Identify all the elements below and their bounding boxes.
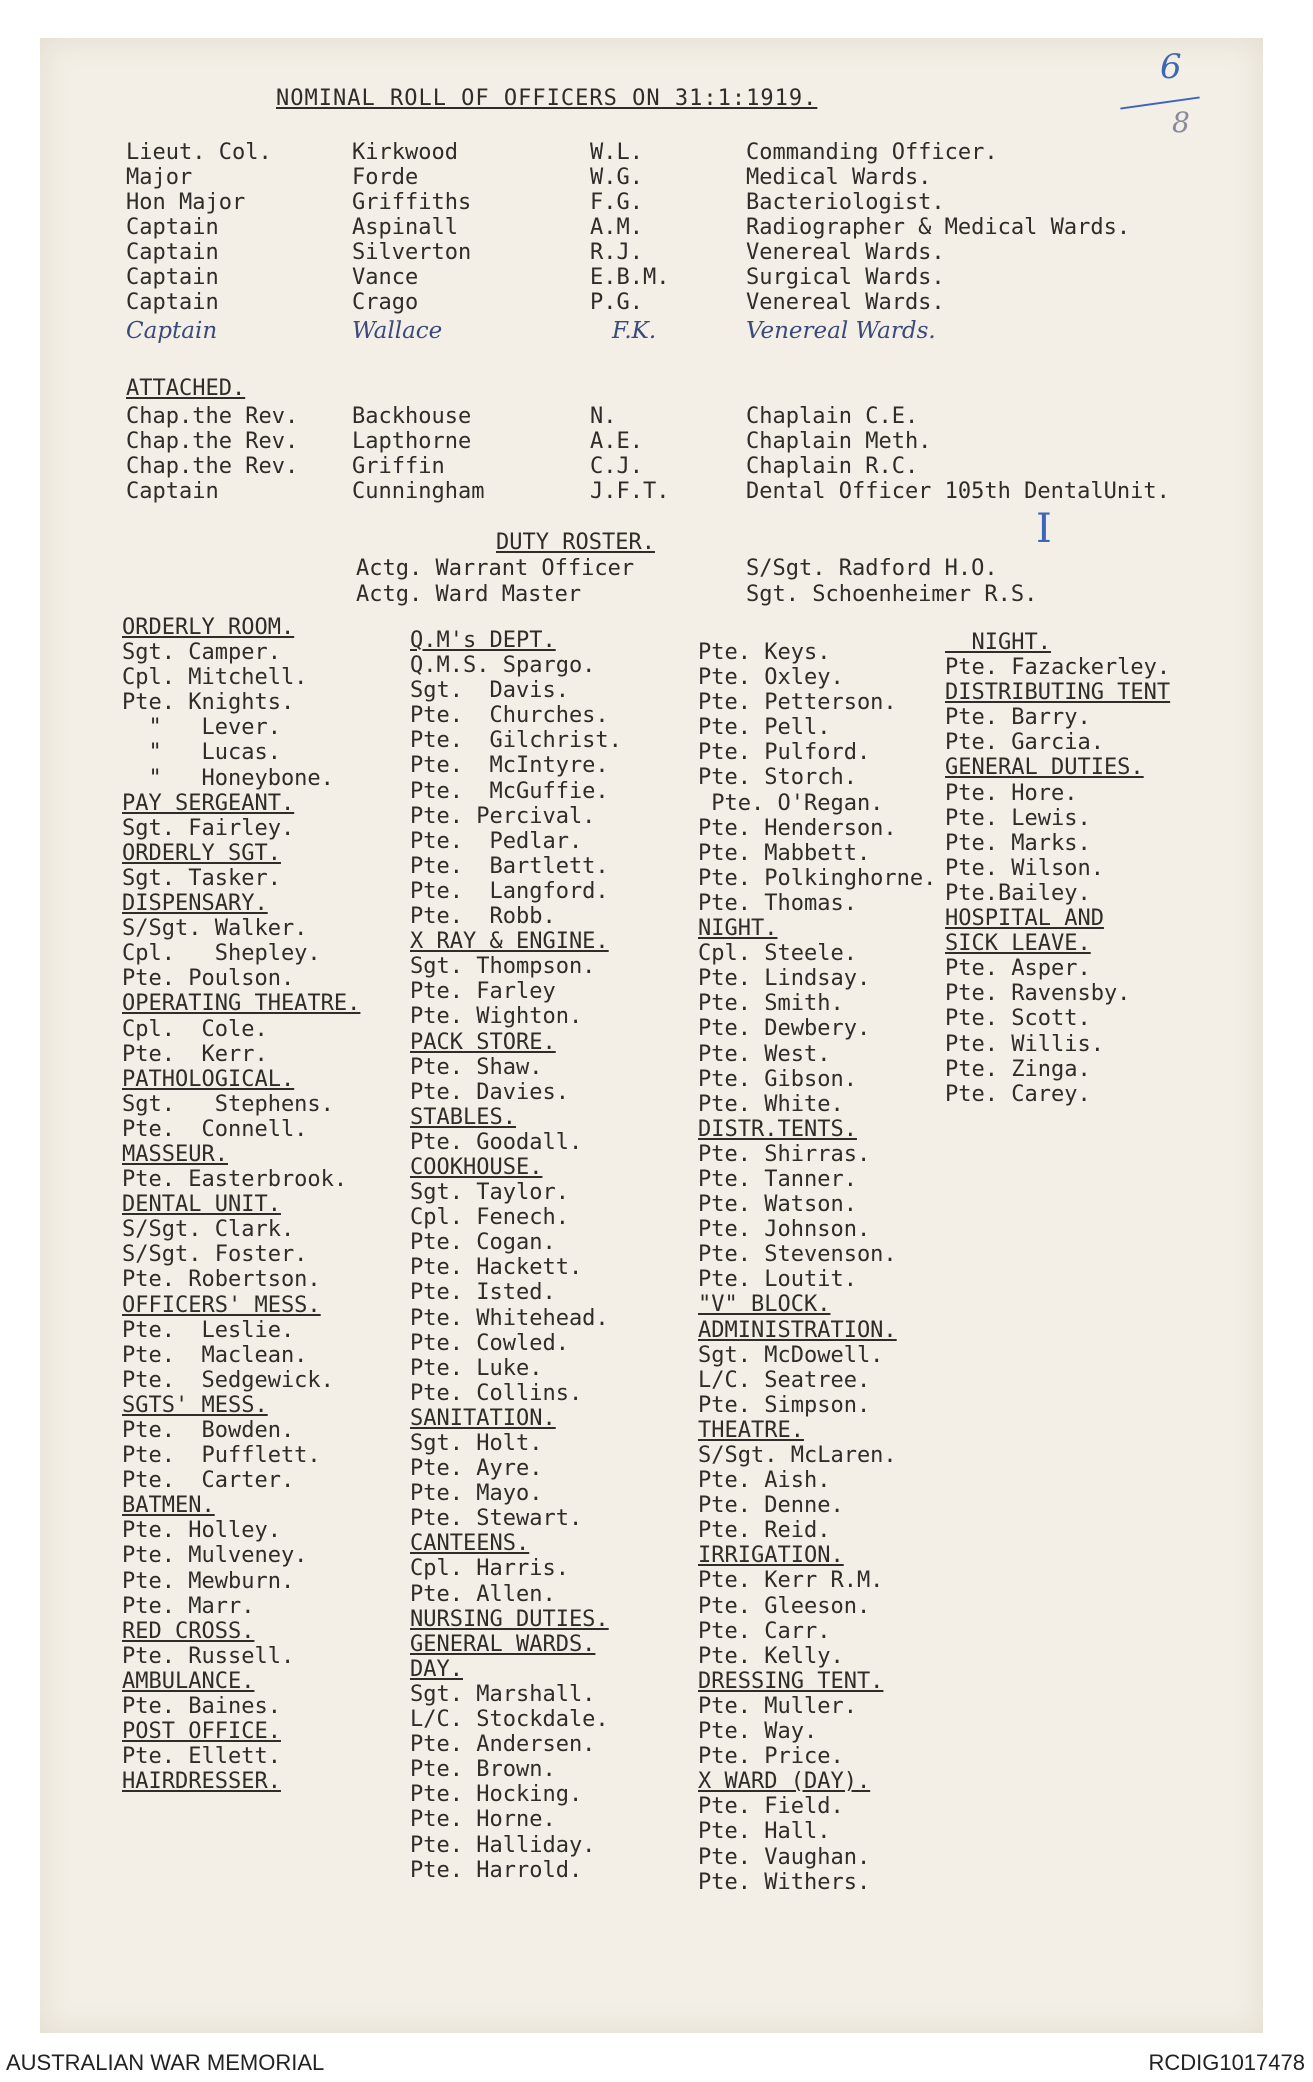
personnel-entry: Pte. Bartlett.: [410, 853, 609, 879]
personnel-entry: Pte. Way.: [698, 1719, 818, 1745]
personnel-entry: Pte. Knights.: [122, 690, 295, 716]
personnel-entry: Pte. Gleeson.: [698, 1593, 871, 1619]
attached-name: Griffin: [352, 454, 445, 479]
personnel-entry: Pte. Price.: [698, 1744, 844, 1770]
personnel-entry: Pte. Barry.: [945, 705, 1091, 731]
personnel-entry: L/C. Stockdale.: [410, 1707, 609, 1733]
personnel-entry: Pte. Percival.: [410, 803, 596, 829]
personnel-entry: Pte. Baines.: [122, 1694, 281, 1720]
officer-role: Venereal Wards.: [746, 290, 945, 315]
attached-role: Dental Officer 105th DentalUnit.: [746, 479, 1170, 504]
personnel-entry: Pte. Hackett.: [410, 1255, 583, 1281]
attached-initials: A.E.: [590, 429, 643, 454]
personnel-entry: Pte. Cogan.: [410, 1230, 556, 1256]
personnel-entry: Pte. Gibson.: [698, 1066, 857, 1092]
page-title: NOMINAL ROLL OF OFFICERS ON 31:1:1919.: [276, 86, 818, 111]
personnel-entry: Q.M.S. Spargo.: [410, 653, 596, 679]
personnel-entry: Pte. Keys.: [698, 640, 831, 665]
personnel-entry: Pte. Marr.: [122, 1593, 255, 1619]
personnel-entry: Pte. Robb.: [410, 904, 556, 930]
officer-name: Crago: [352, 290, 419, 315]
handwritten-name: Wallace: [352, 318, 443, 344]
personnel-entry: Pte. Gilchrist.: [410, 728, 622, 754]
personnel-entry: Pte. Ayre.: [410, 1456, 543, 1482]
personnel-entry: Pte. Kerr.: [122, 1041, 268, 1067]
section-heading: DAY.: [410, 1656, 463, 1682]
personnel-entry: Pte. Robertson.: [122, 1267, 321, 1293]
personnel-entry: Pte. Sedgewick.: [122, 1367, 334, 1393]
section-heading: ORDERLY SGT.: [122, 840, 281, 866]
personnel-entry: Pte. Zinga.: [945, 1056, 1091, 1082]
attached-heading: ATTACHED.: [126, 376, 246, 401]
personnel-entry: Pte. Churches.: [410, 703, 609, 729]
personnel-entry: Pte. Luke.: [410, 1355, 543, 1381]
personnel-entry: Pte. Carr.: [698, 1618, 831, 1644]
attached-role: Chaplain Meth.: [746, 429, 932, 454]
officer-name: Griffiths: [352, 190, 472, 215]
section-heading: HAIRDRESSER.: [122, 1769, 281, 1795]
personnel-entry: Pte. Carter.: [122, 1468, 295, 1494]
personnel-entry: Pte. Horne.: [410, 1807, 556, 1833]
personnel-entry: Pte. Lewis.: [945, 805, 1091, 831]
section-heading: DISTR.TENTS.: [698, 1116, 857, 1142]
personnel-entry: Pte. McIntyre.: [410, 753, 609, 779]
personnel-entry: Pte. Smith.: [698, 991, 844, 1017]
attached-role: Chaplain C.E.: [746, 404, 919, 429]
attached-initials: N.: [590, 404, 617, 429]
section-heading: CANTEENS.: [410, 1531, 530, 1557]
personnel-entry: Pte. Davies.: [410, 1079, 569, 1105]
section-heading: HOSPITAL AND: [945, 906, 1104, 932]
personnel-entry: Pte. Easterbrook.: [122, 1167, 348, 1193]
personnel-entry: Pte. Andersen.: [410, 1732, 596, 1758]
personnel-entry: Sgt. Taylor.: [410, 1180, 569, 1206]
personnel-entry: Pte. Henderson.: [698, 815, 897, 841]
handwritten-rank: Captain: [126, 318, 218, 344]
personnel-entry: Pte. Storch.: [698, 765, 857, 791]
section-heading: PATHOLOGICAL.: [122, 1066, 295, 1092]
section-heading: DISPENSARY.: [122, 891, 268, 917]
personnel-entry: L/C. Seatree.: [698, 1367, 871, 1393]
officer-initials: R.J.: [590, 240, 643, 265]
personnel-entry: Pte. Petterson.: [698, 690, 897, 716]
personnel-entry: Pte. O'Regan.: [698, 790, 884, 816]
personnel-entry: Sgt. Holt.: [410, 1431, 543, 1456]
personnel-entry: Pte. Mewburn.: [122, 1568, 295, 1594]
personnel-entry: Cpl. Harris.: [410, 1556, 569, 1582]
officer-name: Silverton: [352, 240, 472, 265]
personnel-entry: Sgt. Marshall.: [410, 1681, 596, 1707]
officer-initials: A.M.: [590, 215, 643, 240]
footer-institution: AUSTRALIAN WAR MEMORIAL: [6, 2050, 325, 2075]
officer-rank: Captain: [126, 240, 219, 265]
personnel-entry: Pte. Thomas.: [698, 890, 857, 916]
personnel-entry: Sgt. Fairley.: [122, 815, 295, 841]
personnel-entry: Pte. Russell.: [122, 1643, 295, 1669]
document-sheet: [40, 38, 1263, 2033]
officer-rank: Captain: [126, 290, 219, 315]
section-heading: SANITATION.: [410, 1405, 556, 1431]
personnel-entry: Pte. Marks.: [945, 830, 1091, 856]
section-heading: SGTS' MESS.: [122, 1392, 268, 1418]
handwritten-initials: F.K.: [612, 318, 657, 344]
personnel-entry: Pte. Mayo.: [410, 1481, 543, 1507]
personnel-entry: Pte.Bailey.: [945, 880, 1091, 906]
personnel-entry: Pte. Brown.: [410, 1757, 556, 1783]
personnel-entry: Pte. Kelly.: [698, 1643, 844, 1669]
personnel-entry: Pte. Loutit.: [698, 1267, 857, 1293]
personnel-entry: Pte. Pulford.: [698, 740, 871, 766]
personnel-entry: Pte. Reid.: [698, 1518, 831, 1544]
attached-name: Cunningham: [352, 479, 485, 504]
personnel-entry: Pte. Stevenson.: [698, 1242, 897, 1268]
attached-initials: J.F.T.: [590, 479, 670, 504]
personnel-entry: Pte. Farley: [410, 979, 556, 1005]
personnel-entry: Pte. Wilson.: [945, 855, 1104, 881]
attached-rank: Chap.the Rev.: [126, 429, 299, 454]
attached-role: Chaplain R.C.: [746, 454, 919, 479]
officer-rank: Major: [126, 165, 193, 190]
personnel-entry: Cpl. Fenech.: [410, 1205, 569, 1231]
personnel-entry: Pte. Cowled.: [410, 1330, 569, 1356]
personnel-entry: Pte. Dewbery.: [698, 1016, 871, 1042]
personnel-entry: Pte. Wighton.: [410, 1004, 583, 1030]
personnel-entry: Cpl. Mitchell.: [122, 665, 308, 691]
personnel-entry: Pte. Fazackerley.: [945, 655, 1171, 681]
officer-rank: Captain: [126, 215, 219, 240]
section-heading: "V" BLOCK.: [698, 1292, 831, 1318]
personnel-entry: " Lucas.: [122, 740, 281, 766]
attached-rank: Captain: [126, 479, 219, 504]
personnel-entry: Pte. Kerr R.M.: [698, 1568, 884, 1594]
personnel-entry: Pte. Shirras.: [698, 1141, 871, 1167]
attached-initials: C.J.: [590, 454, 643, 479]
personnel-entry: Cpl. Shepley.: [122, 941, 321, 967]
section-heading: IRRIGATION.: [698, 1543, 844, 1569]
section-heading: AMBULANCE.: [122, 1668, 255, 1694]
personnel-entry: Pte. Withers.: [698, 1869, 871, 1895]
section-heading: NURSING DUTIES.: [410, 1606, 609, 1632]
personnel-entry: Sgt. Camper.: [122, 640, 281, 666]
personnel-entry: Pte. Aish.: [698, 1468, 831, 1494]
section-heading: MASSEUR.: [122, 1141, 228, 1167]
officer-rank: Captain: [126, 265, 219, 290]
personnel-entry: Pte. Oxley.: [698, 665, 844, 691]
duty-roster-heading: DUTY ROSTER.: [496, 530, 655, 555]
section-heading: STABLES.: [410, 1104, 516, 1130]
roster-column-4: [945, 630, 1170, 1107]
personnel-entry: Sgt. McDowell.: [698, 1342, 884, 1368]
officer-name: Aspinall: [352, 215, 458, 240]
personnel-entry: Pte. Field.: [698, 1794, 844, 1820]
personnel-entry: Pte. Maclean.: [122, 1342, 308, 1368]
officer-name: Forde: [352, 165, 419, 190]
personnel-entry: Pte. Bowden.: [122, 1418, 295, 1443]
personnel-entry: Pte. Ellett.: [122, 1744, 281, 1770]
section-heading: SICK LEAVE.: [945, 931, 1091, 957]
section-heading: BATMEN.: [122, 1493, 215, 1519]
personnel-entry: Pte. Goodall.: [410, 1129, 583, 1155]
personnel-entry: Pte. Poulson.: [122, 966, 295, 992]
section-heading: X WARD (DAY).: [698, 1769, 871, 1795]
personnel-entry: Pte. Hall.: [698, 1819, 831, 1845]
roster-line2-left: Actg. Ward Master: [356, 582, 582, 607]
personnel-entry: Pte. Pedlar.: [410, 828, 583, 854]
personnel-entry: Pte. Leslie.: [122, 1317, 295, 1343]
blue-roman-mark: I: [1036, 506, 1052, 552]
folio-number: 6: [1160, 47, 1182, 87]
attached-rank: Chap.the Rev.: [126, 454, 299, 479]
section-heading: DENTAL UNIT.: [122, 1192, 281, 1218]
personnel-entry: Cpl. Steele.: [698, 941, 857, 967]
roster-line1-left: Actg. Warrant Officer: [356, 556, 635, 581]
section-heading: GENERAL WARDS.: [410, 1631, 596, 1657]
personnel-entry: Pte. Allen.: [410, 1581, 556, 1607]
personnel-entry: Pte. Hore.: [945, 780, 1078, 806]
officer-rank: Lieut. Col.: [126, 140, 272, 165]
section-heading: RED CROSS.: [122, 1618, 255, 1644]
officer-name: Vance: [352, 265, 419, 290]
personnel-entry: Pte. White.: [698, 1091, 844, 1117]
officer-initials: P.G.: [590, 290, 643, 315]
roster-column-3: [698, 640, 936, 1895]
attached-name: Lapthorne: [352, 429, 472, 454]
personnel-entry: Pte. Holley.: [122, 1518, 281, 1544]
personnel-entry: Pte. Muller.: [698, 1693, 857, 1719]
roster-line2-right: Sgt. Schoenheimer R.S.: [746, 582, 1038, 607]
personnel-entry: S/Sgt. Foster.: [122, 1242, 308, 1268]
personnel-entry: S/Sgt. Clark.: [122, 1217, 295, 1243]
roster-line1-right: S/Sgt. Radford H.O.: [746, 556, 998, 581]
personnel-entry: Pte. Halliday.: [410, 1832, 596, 1858]
personnel-entry: " Lever.: [122, 715, 281, 741]
section-heading: ORDERLY ROOM.: [122, 615, 295, 640]
personnel-entry: S/Sgt. McLaren.: [698, 1443, 897, 1468]
section-heading: X RAY & ENGINE.: [410, 929, 609, 955]
personnel-entry: Pte. Carey.: [945, 1081, 1091, 1107]
roster-column-2: [410, 628, 622, 1883]
section-heading: Q.M's DEPT.: [410, 628, 556, 653]
officer-role: Bacteriologist.: [746, 190, 945, 215]
personnel-entry: Pte. Simpson.: [698, 1392, 871, 1418]
personnel-entry: " Honeybone.: [122, 765, 334, 791]
officer-role: Commanding Officer.: [746, 140, 998, 165]
personnel-entry: Sgt. Stephens.: [122, 1091, 334, 1117]
footer-reference: RCDIG1017478: [1148, 2050, 1305, 2075]
personnel-entry: Pte. McGuffie.: [410, 778, 609, 804]
personnel-entry: S/Sgt. Walker.: [122, 916, 308, 942]
personnel-entry: Pte. Polkinghorne.: [698, 865, 937, 891]
personnel-entry: Pte. Mulveney.: [122, 1543, 308, 1569]
personnel-entry: Pte. Vaughan.: [698, 1844, 871, 1870]
section-heading: OPERATING THEATRE.: [122, 991, 361, 1017]
officer-role: Medical Wards.: [746, 165, 932, 190]
section-heading: NIGHT.: [945, 630, 1051, 655]
section-heading: ADMINISTRATION.: [698, 1317, 897, 1343]
section-heading: POST OFFICE.: [122, 1719, 281, 1745]
personnel-entry: Pte. Harrold.: [410, 1857, 583, 1883]
personnel-entry: Pte. Scott.: [945, 1006, 1091, 1032]
personnel-entry: Pte. Denne.: [698, 1493, 844, 1519]
folio-old-number: 8: [1172, 106, 1190, 139]
section-heading: NIGHT.: [698, 916, 778, 942]
personnel-entry: Pte. Hocking.: [410, 1782, 583, 1808]
personnel-entry: Pte. Whitehead.: [410, 1305, 609, 1331]
attached-rank: Chap.the Rev.: [126, 404, 299, 429]
personnel-entry: Sgt. Thompson.: [410, 954, 596, 980]
officer-initials: W.L.: [590, 140, 643, 165]
section-heading: DRESSING TENT.: [698, 1668, 884, 1694]
personnel-entry: Pte. Pell.: [698, 715, 831, 741]
personnel-entry: Pte. Isted.: [410, 1280, 556, 1306]
personnel-entry: Pte. Asper.: [945, 956, 1091, 982]
personnel-entry: Pte. Langford.: [410, 878, 609, 904]
personnel-entry: Sgt. Davis.: [410, 678, 569, 704]
personnel-entry: Pte. Ravensby.: [945, 981, 1131, 1007]
personnel-entry: Pte. Pufflett.: [122, 1443, 321, 1469]
personnel-entry: Pte. Stewart.: [410, 1506, 583, 1532]
officer-name: Kirkwood: [352, 140, 458, 165]
officer-role: Venereal Wards.: [746, 240, 945, 265]
personnel-entry: Sgt. Tasker.: [122, 865, 281, 891]
section-heading: THEATRE.: [698, 1417, 804, 1443]
officer-initials: W.G.: [590, 165, 643, 190]
personnel-entry: Pte. Tanner.: [698, 1166, 857, 1192]
personnel-entry: Cpl. Cole.: [122, 1016, 268, 1042]
personnel-entry: Pte. Johnson.: [698, 1217, 871, 1243]
personnel-entry: Pte. Collins.: [410, 1380, 583, 1406]
personnel-entry: Pte. Lindsay.: [698, 966, 871, 992]
attached-name: Backhouse: [352, 404, 472, 429]
personnel-entry: Pte. Mabbett.: [698, 840, 871, 866]
officer-initials: F.G.: [590, 190, 643, 215]
personnel-entry: Pte. Watson.: [698, 1192, 857, 1218]
personnel-entry: Pte. Shaw.: [410, 1054, 543, 1080]
personnel-entry: Pte. West.: [698, 1041, 831, 1067]
section-heading: GENERAL DUTIES.: [945, 755, 1144, 781]
section-heading: COOKHOUSE.: [410, 1154, 543, 1180]
personnel-entry: Pte. Connell.: [122, 1116, 308, 1142]
officer-initials: E.B.M.: [590, 265, 670, 290]
officer-rank: Hon Major: [126, 190, 246, 215]
officer-role: Surgical Wards.: [746, 265, 945, 290]
personnel-entry: Pte. Willis.: [945, 1031, 1104, 1057]
personnel-entry: Pte. Garcia.: [945, 730, 1104, 756]
officer-role: Radiographer & Medical Wards.: [746, 215, 1131, 240]
section-heading: OFFICERS' MESS.: [122, 1292, 321, 1318]
section-heading: DISTRIBUTING TENT: [945, 680, 1171, 706]
section-heading: PACK STORE.: [410, 1029, 556, 1055]
handwritten-role: Venereal Wards.: [746, 318, 936, 344]
roster-column-1: [122, 615, 360, 1794]
section-heading: PAY SERGEANT.: [122, 790, 295, 816]
